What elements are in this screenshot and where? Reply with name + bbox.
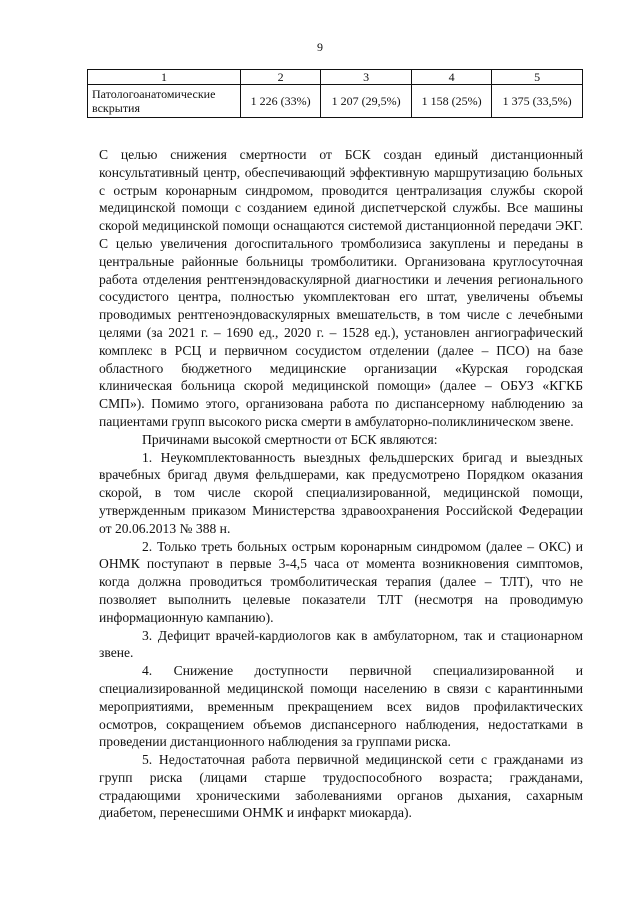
list-item-1: 1. Неукомплектованность выездных фельдшерских бригад и выездных врачебных бригад двумя фельдшерами, как предусмотрено Порядком оказания скорой, в том числе скорой специализированной, медицинской помощи, утвержденным приказом Министерства здравоохранения Российской Федерации от 20.06.2013 № 388 н. — [99, 449, 583, 536]
table-header-cell: 5 — [492, 70, 583, 85]
page-number: 9 — [317, 40, 323, 54]
list-item-2: 2. Только треть больных острым коронарным синдромом (далее – ОКС) и ОНМК поступают в первые 3-4,5 часа от момента возникновения симптомов, когда должна проводиться тромболитическая терапия (далее – ТЛТ), что не позволяет выполнить целевые показатели ТЛТ (несмотря на проводимую информационную кампанию). — [99, 538, 583, 625]
table-cell: 1 158 (25%) — [411, 85, 491, 118]
table-header-cell: 3 — [321, 70, 412, 85]
paragraph-intro: С целью снижения смертности от БСК создан единый дистанционный консультативный центр, обеспечивающий эффективную маршрутизацию больных с острым коронарным синдромом, проводится централизация службы скорой медицинской помощи с созданием единой диспетчерской службы. Все машины скорой медицинской помощи оснащаются системой дистанционной передачи ЭКГ. С целью увеличения догоспитального тромболизиса закуплены и переданы в центральные районные больницы тромболитики. Организована круглосуточная работа отделения рентгенэндоваскулярной диагностики и лечения регионального сосудистого центра, полностью укомплектован его штат, увеличены объемы проводимых рентгеноэндоваскулярных вмешательств, в том числе с лечебными целями (за 2021 г. – 1690 ед., 2020 г. – 1528 ед.), установлен ангиографический комплекс в РСЦ и первичном сосудистом отделении (далее – ПСО) на базе областного бюджетного медицинские организации «Курская городская клиническая больница скорой медицинской помощи» (далее – ОБУЗ «КГКБ СМП»). Помимо этого, организована работа по диспансерному наблюдению за пациентами групп высокого риска смерти в амбулаторно-поликлиническом звене. — [99, 147, 583, 429]
table-cell: 1 226 (33%) — [241, 85, 321, 118]
table-cell: 1 375 (33,5%) — [492, 85, 583, 118]
statistics-table — [87, 69, 583, 118]
list-item-3: 3. Дефицит врачей-кардиологов как в амбулаторном, так и стационарном звене. — [99, 627, 583, 661]
table-row — [88, 85, 583, 118]
list-item-4: 4. Снижение доступности первичной специализированной и специализированной медицинской помощи населению в связи с карантинными мероприятиями, временным прекращением всех видов профилактических осмотров, сокращением объемов диспансерного наблюдения, недостатками в проведении дистанционного наблюдения за группами риска. — [99, 663, 583, 750]
table-header-row — [88, 70, 583, 85]
table-cell: 1 207 (29,5%) — [321, 85, 412, 118]
body-text — [99, 146, 583, 822]
table-header-cell: 4 — [411, 70, 491, 85]
table-header-cell: 1 — [88, 70, 241, 85]
list-item-5: 5. Недостаточная работа первичной медицинской сети с гражданами из групп риска (лицами старше трудоспособного возраста; гражданами, страдающими хроническими заболеваниями органов дыхания, сахарным диабетом, перенесшими ОНМК и инфаркт миокарда). — [99, 752, 583, 821]
paragraph-causes-heading: Причинами высокой смертности от БСК являются: — [142, 431, 438, 447]
table-row-label: Патологоанатомические вскрытия — [88, 85, 241, 118]
table-header-cell: 2 — [241, 70, 321, 85]
